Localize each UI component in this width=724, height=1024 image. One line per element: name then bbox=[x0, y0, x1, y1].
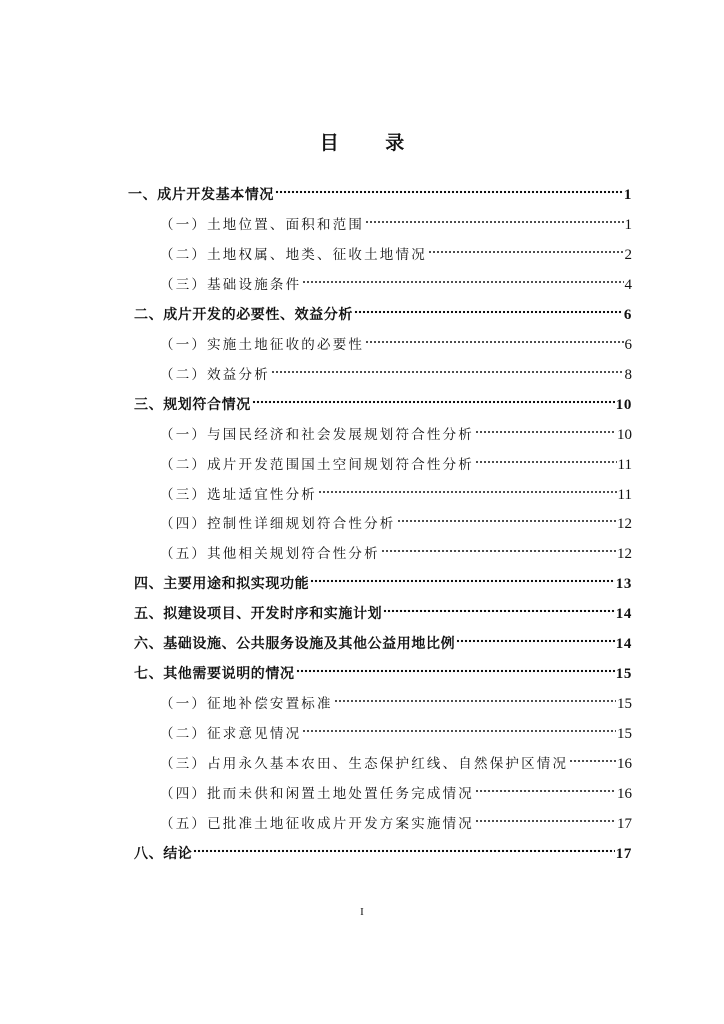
toc-entry-label: （五）其他相关规划符合性分析 bbox=[160, 546, 380, 562]
toc-entry-label: （五）已批准土地征收成片开发方案实施情况 bbox=[160, 816, 474, 832]
toc-entry-page-number: 15 bbox=[617, 726, 632, 742]
toc-section-entry[interactable] bbox=[160, 543, 632, 565]
toc-section-entry[interactable] bbox=[160, 244, 632, 266]
toc-section-entry[interactable] bbox=[160, 334, 632, 356]
toc-entry-label: 五、拟建设项目、开发时序和实施计划 bbox=[134, 606, 383, 622]
toc-entry-page-number: 13 bbox=[615, 576, 632, 592]
toc-leader-dots bbox=[252, 399, 615, 405]
toc-entry-page-number: 12 bbox=[617, 516, 632, 532]
toc-entry-page-number: 17 bbox=[617, 816, 632, 832]
toc-entry-label: （二）征求意见情况 bbox=[160, 726, 302, 742]
toc-leader-dots bbox=[428, 249, 624, 255]
toc-section-entry[interactable] bbox=[160, 753, 632, 775]
toc-title: 目 录 bbox=[319, 132, 425, 154]
toc-section-entry[interactable] bbox=[160, 274, 632, 296]
toc-entry-page-number: 2 bbox=[624, 247, 632, 263]
toc-entry-page-number: 4 bbox=[624, 277, 632, 293]
toc-entry-page-number: 16 bbox=[617, 756, 632, 772]
toc-entry-page-number: 6 bbox=[623, 307, 632, 323]
toc-entry-page-number: 6 bbox=[624, 337, 632, 353]
toc-entry-page-number: 14 bbox=[615, 636, 632, 652]
toc-entry-label: 八、结论 bbox=[134, 846, 193, 862]
toc-leader-dots bbox=[475, 459, 617, 465]
toc-leader-dots bbox=[334, 698, 616, 704]
toc-section-entry[interactable] bbox=[160, 424, 632, 446]
toc-section-entry[interactable] bbox=[160, 364, 632, 386]
toc-entry-page-number: 11 bbox=[617, 487, 632, 503]
toc-chapter-entry[interactable] bbox=[134, 663, 632, 685]
toc-entry-page-number: 15 bbox=[617, 696, 632, 712]
toc-entry-page-number: 1 bbox=[623, 187, 632, 203]
toc-leader-dots bbox=[271, 369, 624, 375]
toc-entry-label: （三）选址适宜性分析 bbox=[160, 487, 317, 503]
toc-entry-page-number: 16 bbox=[617, 786, 632, 802]
toc-entry-label: 七、其他需要说明的情况 bbox=[134, 666, 295, 682]
toc-leader-dots bbox=[365, 219, 623, 225]
toc-section-entry[interactable] bbox=[160, 214, 632, 236]
toc-leader-dots bbox=[365, 339, 623, 345]
toc-entry-label: （一）与国民经济和社会发展规划符合性分析 bbox=[160, 427, 474, 443]
toc-entry-label: （一）实施土地征收的必要性 bbox=[160, 337, 365, 353]
toc-section-entry[interactable] bbox=[160, 693, 632, 715]
toc-entry-page-number: 1 bbox=[624, 217, 632, 233]
toc-chapter-entry[interactable] bbox=[134, 843, 632, 865]
toc-chapter-entry[interactable] bbox=[134, 394, 632, 416]
toc-section-entry[interactable] bbox=[160, 454, 632, 476]
toc-leader-dots bbox=[475, 788, 616, 794]
toc-leader-dots bbox=[302, 728, 616, 734]
toc-entry-page-number: 8 bbox=[624, 367, 632, 383]
toc-entry-label: （二）效益分析 bbox=[160, 367, 270, 383]
toc-leader-dots bbox=[475, 818, 616, 824]
toc-entry-label: 三、规划符合情况 bbox=[134, 397, 251, 413]
toc-entry-page-number: 11 bbox=[617, 457, 632, 473]
toc-entry-label: （四）控制性详细规划符合性分析 bbox=[160, 516, 396, 532]
toc-section-entry[interactable] bbox=[160, 513, 632, 535]
toc-entry-label: （三）基础设施条件 bbox=[160, 277, 302, 293]
toc-entry-label: 一、成片开发基本情况 bbox=[128, 187, 274, 203]
toc-leader-dots bbox=[383, 608, 615, 614]
toc-entry-label: （一）征地补偿安置标准 bbox=[160, 696, 333, 712]
toc-entry-label: （四）批而未供和闲置土地处置任务完成情况 bbox=[160, 786, 474, 802]
page-number-footer: I bbox=[360, 906, 364, 918]
toc-leader-dots bbox=[193, 848, 614, 854]
toc-entry-label: （三）占用永久基本农田、生态保护红线、自然保护区情况 bbox=[160, 756, 569, 772]
toc-leader-dots bbox=[397, 518, 617, 524]
toc-leader-dots bbox=[310, 578, 615, 584]
toc-leader-dots bbox=[318, 489, 617, 495]
toc-leader-dots bbox=[381, 548, 616, 554]
toc-leader-dots bbox=[354, 309, 623, 315]
toc-entry-label: 四、主要用途和拟实现功能 bbox=[134, 576, 310, 592]
toc-entry-label: 六、基础设施、公共服务设施及其他公益用地比例 bbox=[134, 636, 456, 652]
toc-entry-label: 二、成片开发的必要性、效益分析 bbox=[134, 307, 353, 323]
toc-section-entry[interactable] bbox=[160, 484, 632, 506]
toc-entry-page-number: 14 bbox=[615, 606, 632, 622]
toc-leader-dots bbox=[275, 189, 623, 195]
toc-chapter-entry[interactable] bbox=[128, 184, 632, 206]
toc-section-entry[interactable] bbox=[160, 783, 632, 805]
toc-entry-page-number: 10 bbox=[615, 397, 632, 413]
toc-entry-page-number: 15 bbox=[615, 666, 632, 682]
toc-chapter-entry[interactable] bbox=[134, 603, 632, 625]
toc-section-entry[interactable] bbox=[160, 723, 632, 745]
toc-entry-page-number: 10 bbox=[617, 427, 632, 443]
toc-chapter-entry[interactable] bbox=[134, 573, 632, 595]
toc-entry-page-number: 12 bbox=[617, 546, 632, 562]
toc-entry-page-number: 17 bbox=[615, 846, 632, 862]
toc-leader-dots bbox=[456, 638, 615, 644]
toc-entry-label: （一）土地位置、面积和范围 bbox=[160, 217, 365, 233]
toc-chapter-entry[interactable] bbox=[134, 304, 632, 326]
toc-leader-dots bbox=[302, 279, 623, 285]
toc-leader-dots bbox=[296, 668, 615, 674]
toc-entry-label: （二）土地权属、地类、征收土地情况 bbox=[160, 247, 427, 263]
toc-chapter-entry[interactable] bbox=[134, 633, 632, 655]
toc-entry-label: （二）成片开发范围国土空间规划符合性分析 bbox=[160, 457, 474, 473]
toc-leader-dots bbox=[569, 758, 616, 764]
toc-section-entry[interactable] bbox=[160, 813, 632, 835]
toc-leader-dots bbox=[475, 429, 616, 435]
